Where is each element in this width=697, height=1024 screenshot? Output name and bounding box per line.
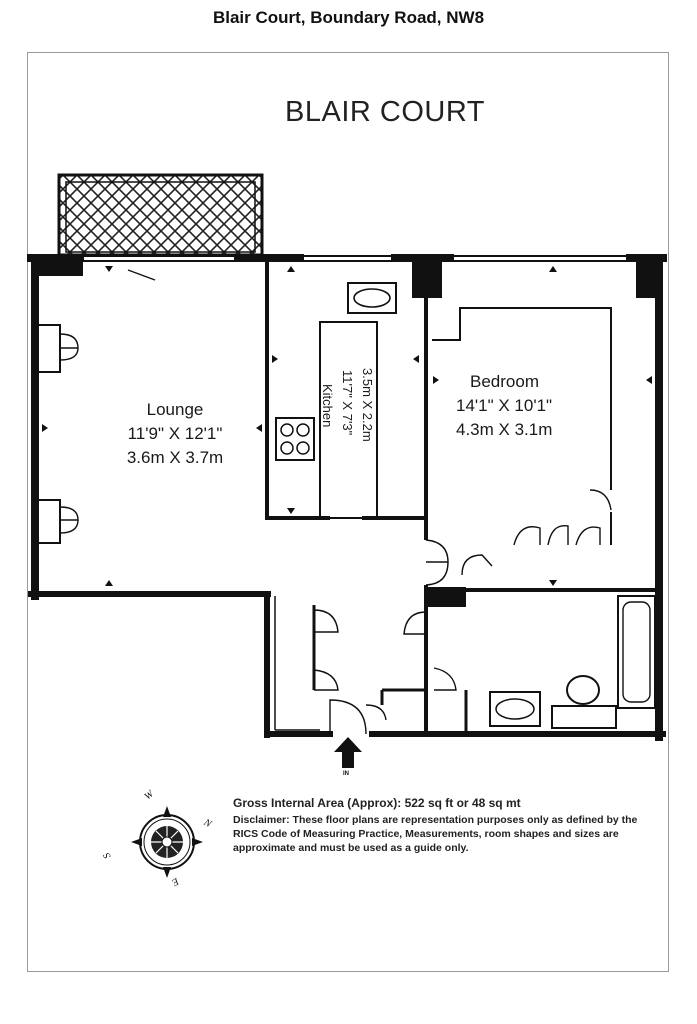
compass-rose-icon (131, 806, 203, 878)
bedroom-name: Bedroom (470, 372, 539, 391)
plan-title: BLAIR COURT (285, 96, 485, 128)
page-header: Blair Court, Boundary Road, NW8 (212, 8, 485, 27)
kitchen-imperial: 11'7" X 7'3" (340, 370, 355, 436)
compass-east-label: E (169, 875, 181, 888)
room-label-bedroom (450, 370, 600, 442)
compass-south-label: S (101, 850, 114, 861)
outer-walls (31, 254, 663, 737)
bedroom-metric: 4.3m X 3.1m (456, 420, 553, 439)
compass-west-label: W (142, 788, 156, 803)
lounge-metric: 3.6m X 3.7m (126, 448, 224, 467)
internal-walls (39, 262, 659, 734)
room-label-kitchen (318, 368, 390, 456)
disclaimer-text: Disclaimer: These floor plans are representation purposes only as defined by the RICS Code of Measuring Practice, Measurements, room shapes and sizes are approximate and must be used as a guide only. (233, 814, 638, 854)
door-swings (60, 270, 611, 734)
gross-internal-area: Gross Internal Area (Approx): 522 sq ft or 48 sq mt (233, 796, 521, 810)
bedroom-imperial: 14'1" X 10'1" (456, 396, 553, 415)
lounge-imperial: 11'9" X 12'1" (127, 424, 223, 443)
entrance-label: IN (343, 771, 349, 777)
kitchen-name: Kitchen (320, 384, 335, 428)
lounge-name: Lounge (146, 400, 204, 419)
kitchen-sink-icon (348, 283, 396, 313)
room-label-lounge (95, 398, 255, 470)
balcony (59, 175, 262, 255)
bathroom-sink-icon (490, 692, 540, 726)
bathtub-icon (618, 596, 655, 708)
kitchen-metric: 3.5m X 2.2m (360, 368, 375, 442)
compass-north-label: N (201, 817, 213, 830)
hob-icon (276, 418, 314, 460)
entrance-arrow-icon (334, 737, 362, 768)
toilet-icon (552, 676, 616, 728)
